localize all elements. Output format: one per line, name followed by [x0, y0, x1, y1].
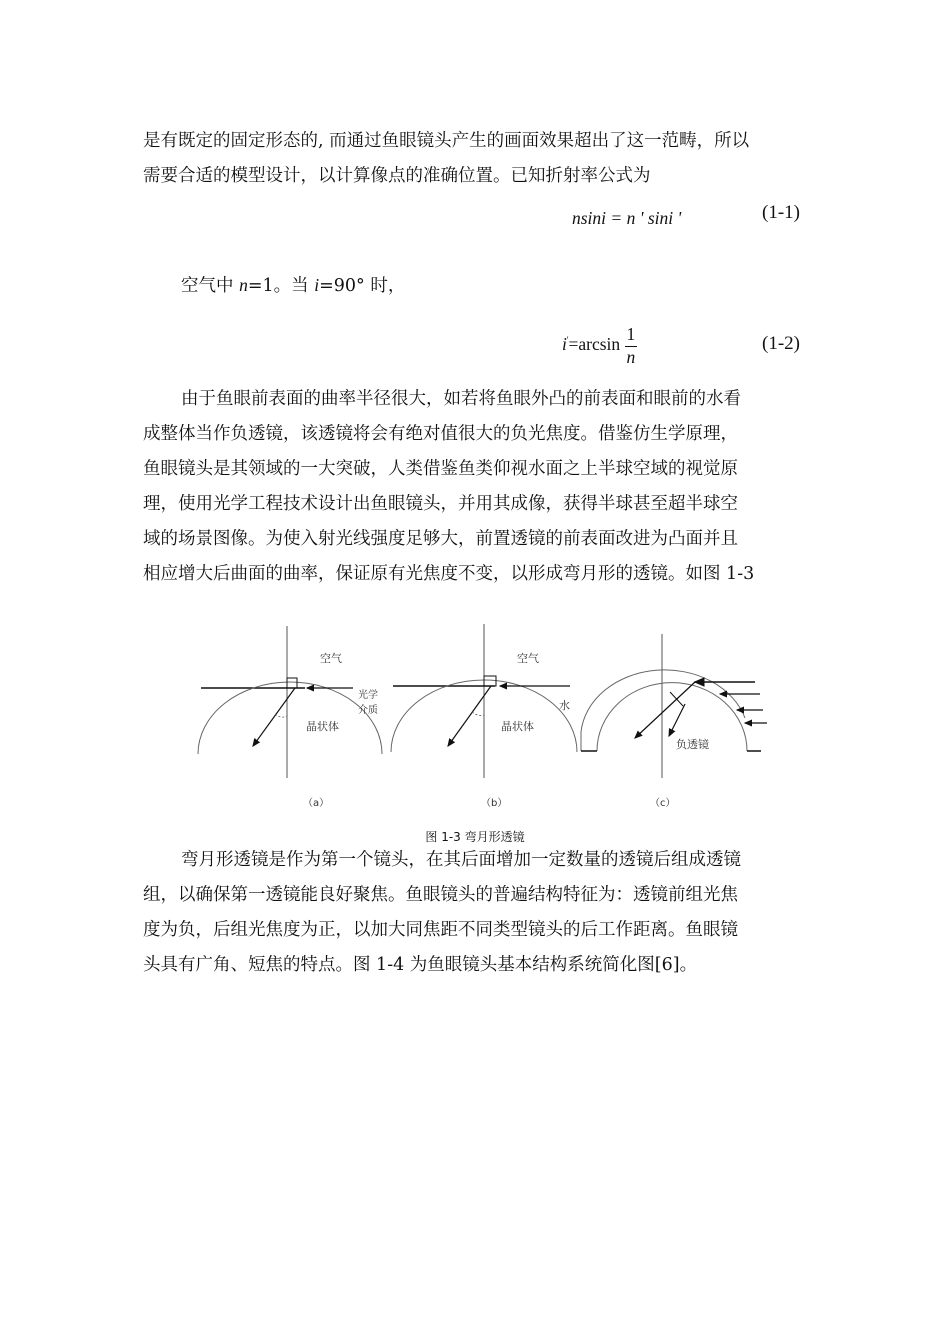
text-line: 鱼眼镜头是其领域的一大突破，人类借鉴鱼类仰视水面之上半球空域的视觉原 [143, 459, 738, 479]
panel-a [198, 626, 382, 809]
text-line: 头具有广角、短焦的特点。图 1-4 为鱼眼镜头基本结构系统简化图[6]。 [143, 955, 698, 975]
label-air-b: 空气 [517, 652, 539, 665]
figure-meniscus-lens [195, 618, 775, 818]
variable-n: n [239, 275, 248, 295]
label-crystal-b: 晶状体 [501, 720, 534, 733]
eq2-arcsin: =arcsin [568, 334, 621, 355]
text-line: 度为负，后组光焦度为正，以加大同焦距不同类型镜头的后工作距离。鱼眼镜 [143, 920, 738, 940]
paragraph-fisheye [143, 382, 808, 592]
text-line: 域的场景图像。为使入射光线强度足够大，前置透镜的前表面改进为凸面并且 [143, 529, 738, 549]
paragraph-air [181, 268, 781, 304]
text-line: 组，以确保第一透镜能良好聚焦。鱼眼镜头的普遍结构特征为：透镜前组光焦 [143, 885, 738, 905]
equation-1-number: (1-1) [762, 202, 800, 223]
text-span: 空气中 [181, 276, 240, 296]
text-line: 是有既定的固定形态的, 而通过鱼眼镜头产生的画面效果超出了这一范畴，所以 [143, 131, 750, 151]
paragraph-intro [143, 124, 808, 194]
paragraph-meniscus [143, 843, 808, 983]
eq2-lhs: i [562, 334, 567, 355]
label-medium-a-1: 光学 [358, 690, 378, 701]
figure-caption: 图 1-3 弯月形透镜 [425, 830, 525, 844]
text-line: 成整体当作负透镜，该透镜将会有绝对值很大的负光焦度。借鉴仿生学原理， [143, 424, 738, 444]
label-lens-c: 负透镜 [676, 738, 709, 751]
label-medium-a-2: 介质 [358, 705, 378, 716]
equation-2 [562, 326, 637, 366]
eq2-prime: ' [566, 335, 569, 346]
text-line: 弯月形透镜是作为第一个镜头，在其后面增加一定数量的透镜后组成透镜 [181, 850, 741, 870]
text-line: 相应增大后曲面的曲率，保证原有光焦度不变，以形成弯月形的透镜。如图 1-3 [143, 564, 755, 584]
text-span: =1。当 [247, 276, 315, 296]
label-crystal-a: 晶状体 [306, 720, 339, 733]
text-line: 理，使用光学工程技术设计出鱼眼镜头，并用其成像，获得半球甚至超半球空 [143, 494, 738, 514]
equation-1: nsini = n ' sini ' [572, 208, 682, 228]
figure-diagram [195, 618, 775, 818]
eq2-numerator: 1 [625, 326, 638, 347]
eq2-denominator: n [626, 346, 636, 367]
panel-b [391, 624, 577, 809]
label-water-b: 水 [559, 699, 570, 712]
label-air-a: 空气 [320, 652, 342, 665]
label-panel-c: （c） [650, 798, 676, 809]
equation-2-number: (1-2) [762, 333, 800, 354]
label-panel-a: （a） [303, 798, 330, 809]
text-line: 需要合适的模型设计，以计算像点的准确位置。已知折射率公式为 [143, 166, 651, 186]
variable-i: i [314, 275, 320, 295]
text-span: =90° 时， [319, 276, 406, 296]
text-line: 由于鱼眼前表面的曲率半径很大，如若将鱼眼外凸的前表面和眼前的水看 [181, 389, 741, 409]
label-panel-b: （b） [481, 798, 508, 809]
eq2-fraction [625, 326, 638, 366]
panel-c [581, 634, 767, 809]
